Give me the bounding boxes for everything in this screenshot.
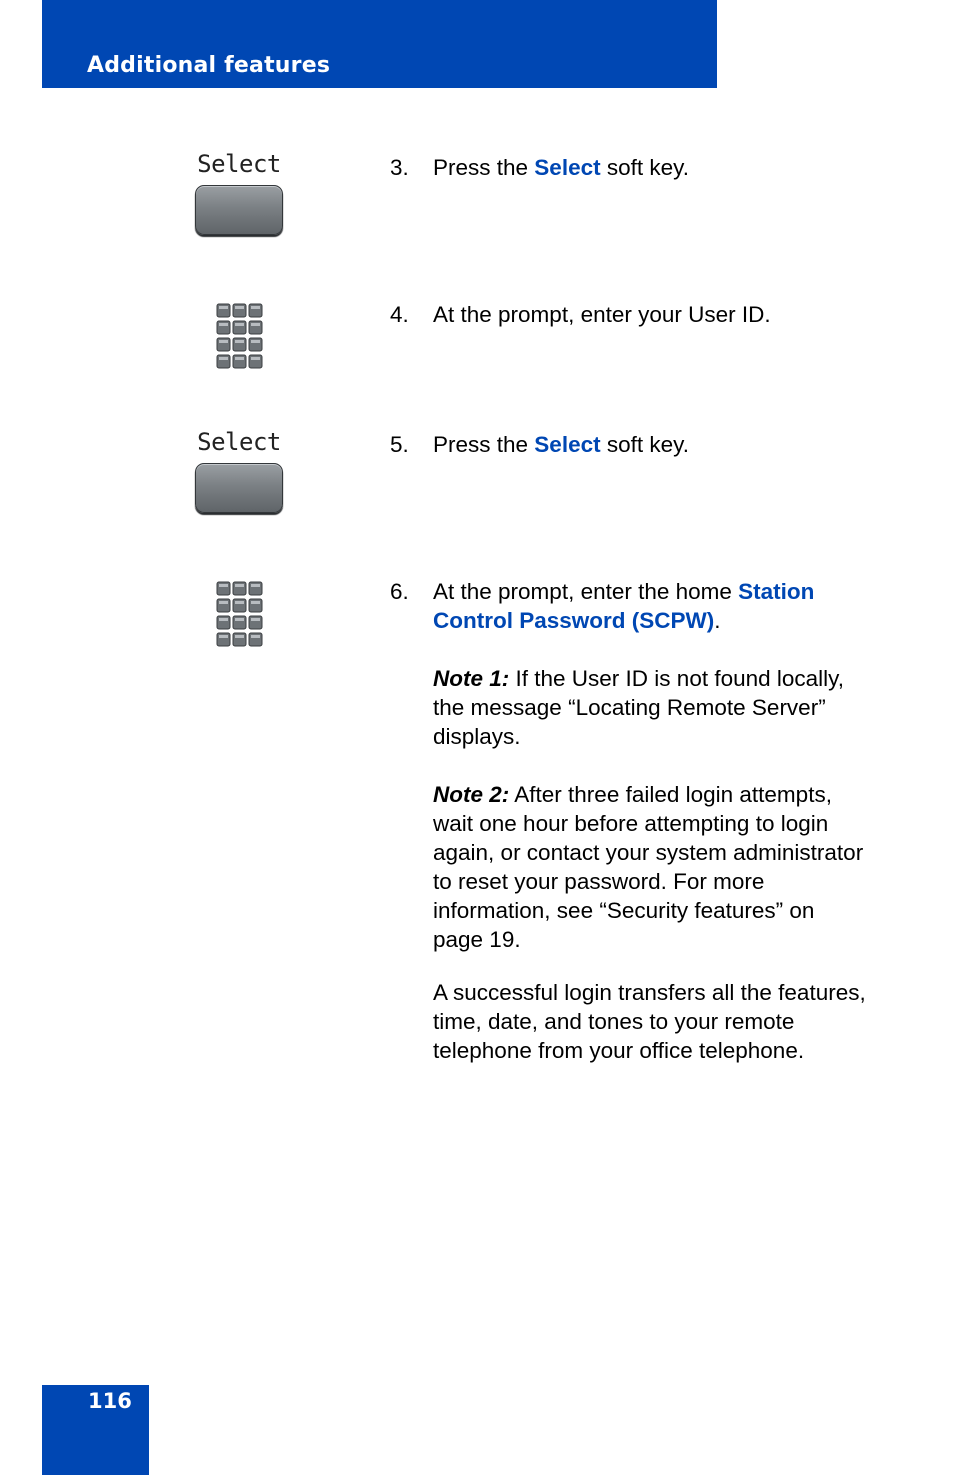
dialpad-key-highlight [235,306,244,309]
dialpad-key-highlight [235,323,244,326]
dialpad-key-icon [217,304,230,317]
dialpad-key-highlight [219,340,228,343]
softkey-button-icon [195,463,283,513]
dialpad-key-icon [233,582,246,595]
dialpad-key-icon [249,321,262,334]
dialpad-key-highlight [251,323,260,326]
step-text: soft key. [600,432,689,457]
step-text: At the prompt, enter the home [433,579,739,604]
dialpad-key-highlight [219,618,228,621]
dialpad-key-icon [217,321,230,334]
dialpad-key-icon [233,338,246,351]
step-text: At the prompt, enter your User ID. [433,302,771,327]
step-4 [390,300,870,329]
note-label: Note 2: [433,782,510,807]
page-number: 116 [88,1389,132,1413]
dialpad-key-highlight [219,601,228,604]
note-text: If the User ID is not found locally, the message “Locating Remote Server” displays. [433,666,844,749]
note-label: Note 1: [433,666,510,691]
dialpad-key-highlight [219,306,228,309]
dialpad-key-highlight [251,584,260,587]
step-text: Press the [433,155,535,180]
softkey-label: Select [197,428,281,456]
dialpad-key-icon [217,338,230,351]
step-number: 5. [390,432,409,457]
dialpad-key-highlight [235,340,244,343]
select-link[interactable]: Select [534,155,601,180]
dialpad-icon [215,302,263,370]
dialpad-key-icon [233,304,246,317]
dialpad-key-icon [217,633,230,646]
dialpad-key-icon [249,616,262,629]
dialpad-key-highlight [235,618,244,621]
dialpad-key-highlight [251,357,260,360]
dialpad-key-highlight [235,357,244,360]
note-1 [433,664,870,751]
step-number: 3. [390,155,409,180]
section-title: Additional features [87,53,331,78]
dialpad-key-icon [249,633,262,646]
closing-paragraph: A successful login transfers all the features, time, date, and tones to your remote telephone from your office telephone. [433,980,866,1063]
dialpad-key-highlight [219,323,228,326]
scpw-link[interactable]: Station Control Password (SCPW) [433,579,815,633]
step-number: 4. [390,302,409,327]
dialpad-key-highlight [251,306,260,309]
note-text: After three failed login attempts, wait one hour before attempting to login again, or contact your system administrator to reset your password. For more information, see “Security features” on page 19. [433,782,864,952]
dialpad-key-highlight [235,601,244,604]
step-number: 6. [390,579,409,604]
dialpad-key-icon [217,599,230,612]
step-5 [390,430,870,459]
dialpad-key-icon [217,616,230,629]
dialpad-key-highlight [251,340,260,343]
dialpad-key-icon [233,599,246,612]
softkey-label: Select [197,150,281,178]
note-2 [433,780,870,954]
step-instruction [433,577,870,635]
step-3 [390,153,870,182]
dialpad-key-icon [233,633,246,646]
dialpad-key-icon [249,582,262,595]
dialpad-key-icon [249,599,262,612]
dialpad-key-highlight [235,584,244,587]
dialpad-key-icon [233,355,246,368]
dialpad-key-highlight [251,635,260,638]
dialpad-key-highlight [219,584,228,587]
dialpad-key-icon [233,321,246,334]
page-header [42,0,717,88]
softkey-button-icon [195,185,283,235]
dialpad-key-icon [249,338,262,351]
dialpad-key-highlight [235,635,244,638]
dialpad-key-highlight [251,601,260,604]
dialpad-key-icon [233,616,246,629]
step-6 [390,577,870,1065]
dialpad-key-highlight [219,357,228,360]
page-footer [42,1385,149,1475]
dialpad-key-highlight [251,618,260,621]
dialpad-key-icon [217,355,230,368]
dialpad-key-icon [217,582,230,595]
dialpad-key-icon [249,304,262,317]
select-link[interactable]: Select [534,432,601,457]
dialpad-key-icon [249,355,262,368]
step-text: soft key. [600,155,689,180]
dialpad-icon [215,580,263,648]
step-text: . [714,608,721,633]
step-text: Press the [433,432,535,457]
dialpad-key-highlight [219,635,228,638]
